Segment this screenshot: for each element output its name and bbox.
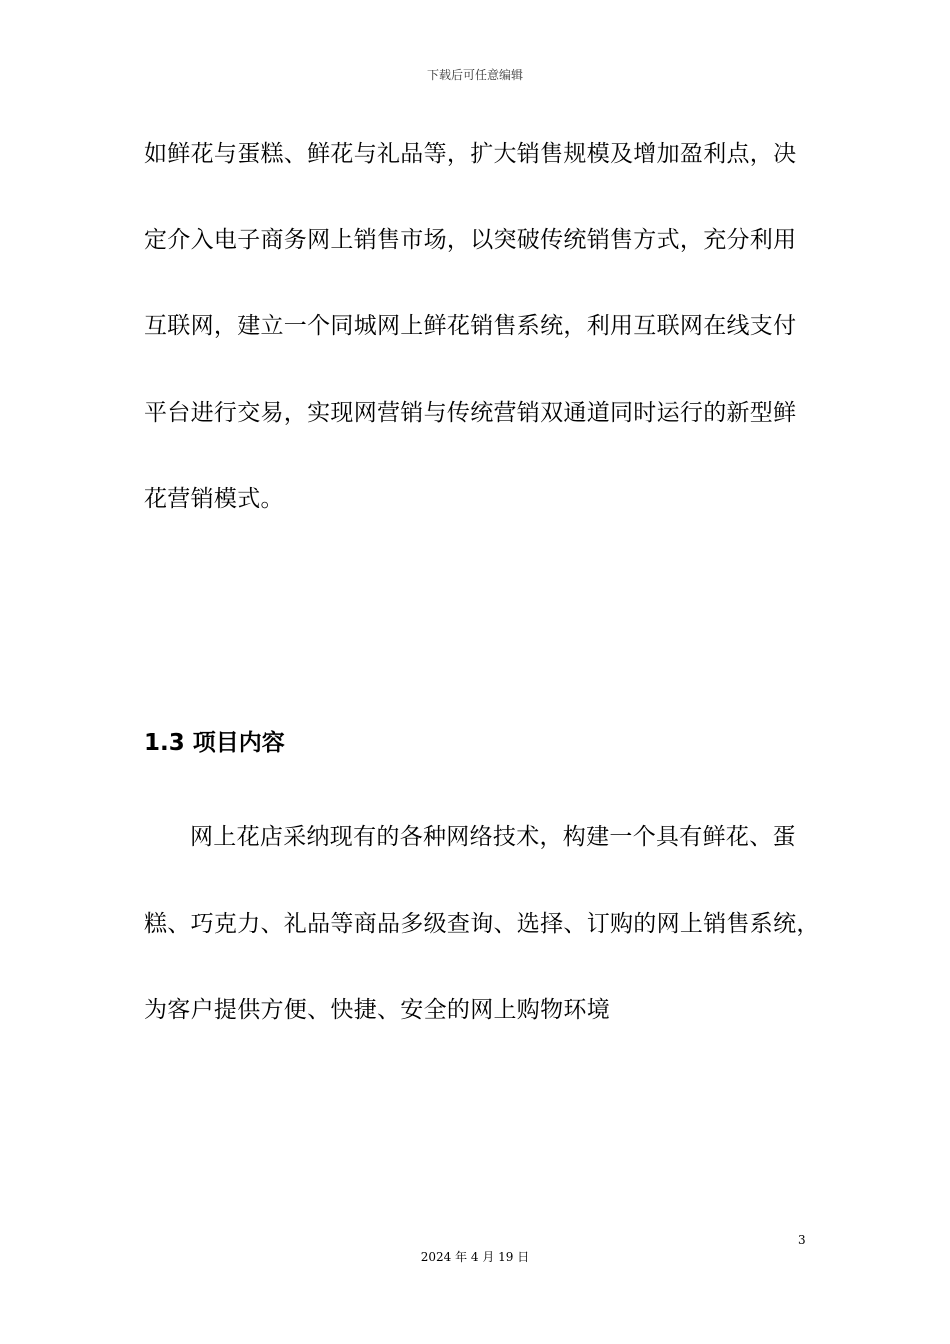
header-note: 下载后可任意编辑: [426, 68, 523, 82]
footer-date: 2024 年 4 月 19 日: [420, 1250, 530, 1264]
paragraph-line: 网上花店采纳现有的各种网络技术，构建一个具有鲜花、蛋: [190, 824, 796, 850]
paragraph-line: 如鲜花与蛋糕、鲜花与礼品等，扩大销售规模及增加盈利点，决: [144, 141, 797, 167]
paragraph-line: 花营销模式。: [144, 486, 284, 512]
paragraph-line: 互联网，建立一个同城网上鲜花销售系统，利用互联网在线支付: [144, 313, 797, 339]
paragraph-line: 为客户提供方便、快捷、安全的网上购物环境: [144, 997, 610, 1023]
section-heading: 1.3 项目内容: [144, 730, 285, 756]
paragraph-line: 糕、巧克力、礼品等商品多级查询、选择、订购的网上销售系统，: [144, 911, 820, 937]
paragraph-line: 平台进行交易，实现网营销与传统营销双通道同时运行的新型鲜: [144, 400, 797, 426]
paragraph-line: 定介入电子商务网上销售市场，以突破传统销售方式，充分利用: [144, 227, 797, 253]
page-number: 3: [798, 1233, 806, 1247]
